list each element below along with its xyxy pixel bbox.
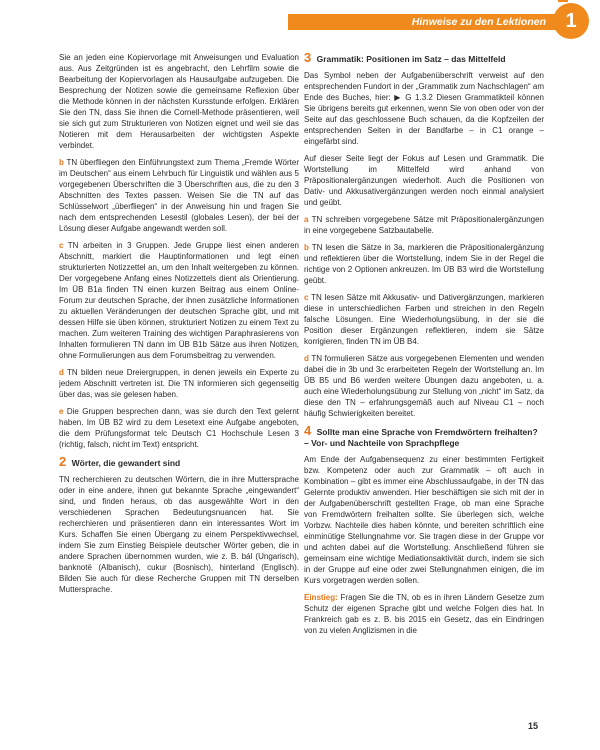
section-3-text-2: Auf dieser Seite liegt der Fokus auf Lesen und Grammatik. Die Wortstellung im Mittelfeld wird anhand von Präpositionalergänzungen wiederholt. Auch die Positionen von Dativ- und Akkusativergänzungen werden noch einmal analysiert und geübt. <box>304 154 544 207</box>
section-2-heading <box>59 456 299 469</box>
section-4-title: Sollte man eine Sprache von Fremdwörtern freihalten? – Vor- und Nachteile von Sprachpflege <box>304 427 538 448</box>
section-4-text: Am Ende der Aufgabensequenz zu einer bestimmten Fertigkeit bzw. Kompetenz oder auch zur Grammatik – oft auch in Kombination – gibt es immer eine Abschlussaufgabe, in der TN das Gelernte produktiv anwenden. Hier beschäftigen sie sich mit der in der Aufgabenüberschrift gestellten Frage, ob man eine Sprache von Fremdwörtern freihalten sollte. Sie überlegen sich, welche Vorbzw. Nachteile dies haben könnte, und bereiten schriftlich eine einminütige Stellungnahme vor. Sie tragen diese in der Gruppe vor und achten dabei auf die Wortstellung. Anschließend führen sie gemeinsam eine wichtige Mediationsaktivität durch, indem sie sich in der Gruppe auf eine oder zwei Stellungnahmen einigen, die im Kurs vorgetragen werden sollen. <box>304 455 544 585</box>
einstieg-paragraph <box>304 592 544 636</box>
left-column <box>59 52 299 601</box>
task-marker-3c: c <box>304 293 309 302</box>
header-title: Hinweise zu den Lektionen <box>411 16 546 28</box>
task-b-text: TN überfliegen den Einführungstext zum Thema „Fremde Wörter im Deutschen“ aus einem Lehrbuch für Linguistik und wählen aus 5 vorgegebenen Überschriften die 3 Überschriften aus, die zu den 3 Abschnitten des Textes passen. Weisen Sie die TN auf das Schlüsselwort „überfliegen“ in der Anweisung hin und fragen Sie nach dem entsprechenden Lesestil (globales Lesen), der bei der Lösung dieser Aufgabe angewandt werden soll. <box>59 158 300 233</box>
task-marker-e: e <box>59 407 64 416</box>
section-2-number: 2 <box>59 454 67 469</box>
intro-paragraph: Sie an jeden eine Kopiervorlage mit Anweisungen und Evaluation aus. Aus Zeitgründen ist es angebracht, den Lehrfilm sowie die Bearbeitung der Kopiervorlagen als Hausaufgabe aufzugeben. Die Besprechung der Notizen sowie die gemeinsame Reflexion über die Methode können in der nächsten Kursstunde erfolgen. Erklären Sie den TN, dass Sie ihnen die Cornell-Methode präsentieren, weil sie sich gut zum Strukturieren von Notizen eignet und weil sie das Notieren mit dem Herausarbeiten der wichtigsten Aspekte verbindet. <box>59 53 299 150</box>
section-3-text: Das Symbol neben der Aufgabenüberschrift verweist auf den entsprechenden Fundort in der „Grammatik zum Nachschlagen“ am Ende des Buches, hier: ▶ G 1.3.2 Diesen Grammatikteil können Sie übrigens bereits gut erkennen, wenn Sie von oben oder von der Seite auf das geschlossene Buch schauen, da die Kopfzeilen der entsprechenden Seiten in der Bandfarbe – in C1 orange – eingefärbt sind. <box>304 71 544 146</box>
task-3a-text: TN schreiben vorgegebene Sätze mit Präpositionalergänzungen in eine vorgegebene Satzbautabelle. <box>304 215 545 235</box>
einstieg-text: Fragen Sie die TN, ob es in ihren Ländern Gesetze zum Schutz der eigenen Sprache gibt und welche Folgen dies hat. In Frankreich gab es z. B. bis 2015 ein Gesetz, das ein Eindringen von zu vielen Anglizismen in die <box>304 593 544 635</box>
section-3-title: Grammatik: Positionen im Satz – das Mittelfeld <box>316 54 506 64</box>
task-d-text: TN bilden neue Dreiergruppen, in denen jeweils ein Experte zu jedem Abschnitt vertreten ist. Die TN informieren sich gegenseitig über das, was sie gelesen haben. <box>59 368 300 399</box>
section-3-number: 3 <box>304 50 312 65</box>
task-3d-paragraph <box>304 353 544 419</box>
section-3-heading <box>304 52 544 65</box>
task-marker-3d: d <box>304 354 309 363</box>
page-number: 15 <box>528 721 539 731</box>
right-column <box>304 52 544 642</box>
task-d-paragraph <box>59 367 299 400</box>
task-3c-text: TN lesen Sätze mit Akkusativ- und Dativergänzungen, markieren diese in unterschiedlichen Farben und streichen in den Regeln falsche Lösungen. Eine Wiederholungsübung, in der sie die Position dieser Ergänzungen reflektieren, indem sie Sätze korrigieren, finden TN im ÜB B4. <box>304 293 544 346</box>
section-4-heading <box>304 425 544 449</box>
chapter-badge: 1 <box>553 3 589 39</box>
task-marker-c: c <box>59 241 64 250</box>
task-3b-paragraph <box>304 242 544 286</box>
task-c-text: TN arbeiten in 3 Gruppen. Jede Gruppe liest einen anderen Abschnitt, markiert die Hauptinformationen und legt einen strukturierten Notizzettel an, um den Inhalt weitergeben zu können. Der vorgegebene Anfang eines Notizzettels dient als Orientierung. Im ÜB B1a finden TN einen kurzen Beitrag aus einem Online-Forum zur deutschen Sprache, der ihnen zusätzliche Informationen zu aktuellen Veränderungen der deutschen Sprache gibt, und mit dessen Hilfe sie üben können, strukturiert Notizen zu einem Text zu machen. Zum weiteren Training des wichtigen Paraphrasierens von Inhalten formulieren TN dann im ÜB B1b Sätze aus ihren Notizen, ohne Formulierungen aus dem Forumsbeitrag zu verwenden. <box>59 241 299 360</box>
task-3d-text: TN formulieren Sätze aus vorgegebenen Elementen und wenden dabei die in 3b und 3c erarbeiteten Regeln der Wortstellung an. Im ÜB B5 und B6 werden weitere Übungen dazu angeboten, u. a. auch eine Wiederholungsübung zur Stellung von „nicht“ im Satz, da diese den TN – erfahrungsgemäß auch auf Niveau C1 – noch häufig Schwierigkeiten bereitet. <box>304 354 545 418</box>
task-3b-text: TN lesen die Sätze in 3a, markieren die Präpositionalergänzung und reflektieren über die Wortstellung, indem Sie in der Regel die richtige von 2 Optionen ankreuzen. Im ÜB B3 wird die Wortstellung geübt. <box>304 243 545 285</box>
einstieg-label: Einstieg: <box>304 593 338 602</box>
task-b-paragraph <box>59 157 299 234</box>
section-4-number: 4 <box>304 423 312 438</box>
task-3c-paragraph <box>304 292 544 347</box>
section-2-text: TN recherchieren zu deutschen Wörtern, die in ihre Muttersprache oder in eine andere, ihnen gut bekannte Sprache „eingewandert“ sind, und finden heraus, ob das ausgewählte Wort in den verschiedenen Sprachen Bedeutungsnuancen hat. Sie recherchieren und präsentieren dann ein interessantes Wort im Kurs. Schaffen Sie einen Übergang zu einem Perspektivwechsel, indem Sie zum Einstieg Beispiele deutscher Wörter geben, die in andere Sprachen übernommen wurden, wie z. B. bál (Ungarisch), banknotë (Albanisch), cukur (Bosnisch), hinterland (Englisch). Bilden Sie auch für diese Recherche Gruppen mit TN derselben Muttersprache. <box>59 475 299 594</box>
task-e-paragraph <box>59 406 299 450</box>
task-marker-3b: b <box>304 243 309 252</box>
section-2-title: Wörter, die gewandert sind <box>71 458 181 468</box>
task-marker-b: b <box>59 158 64 167</box>
task-marker-d: d <box>59 368 64 377</box>
task-e-text: Die Gruppen besprechen dann, was sie durch den Text gelernt haben. Im ÜB B2 wird zu dem Lesetext eine Aufgabe angeboten, die dem Prüfungsformat telc Deutsch C1 Hochschule Lesen 3 (richtig, falsch, nicht im Text) entspricht. <box>59 407 299 449</box>
running-header <box>288 14 556 30</box>
task-c-paragraph <box>59 240 299 361</box>
task-marker-3a: a <box>304 215 309 224</box>
chapter-edge-tab <box>558 0 568 2</box>
task-3a-paragraph <box>304 214 544 236</box>
